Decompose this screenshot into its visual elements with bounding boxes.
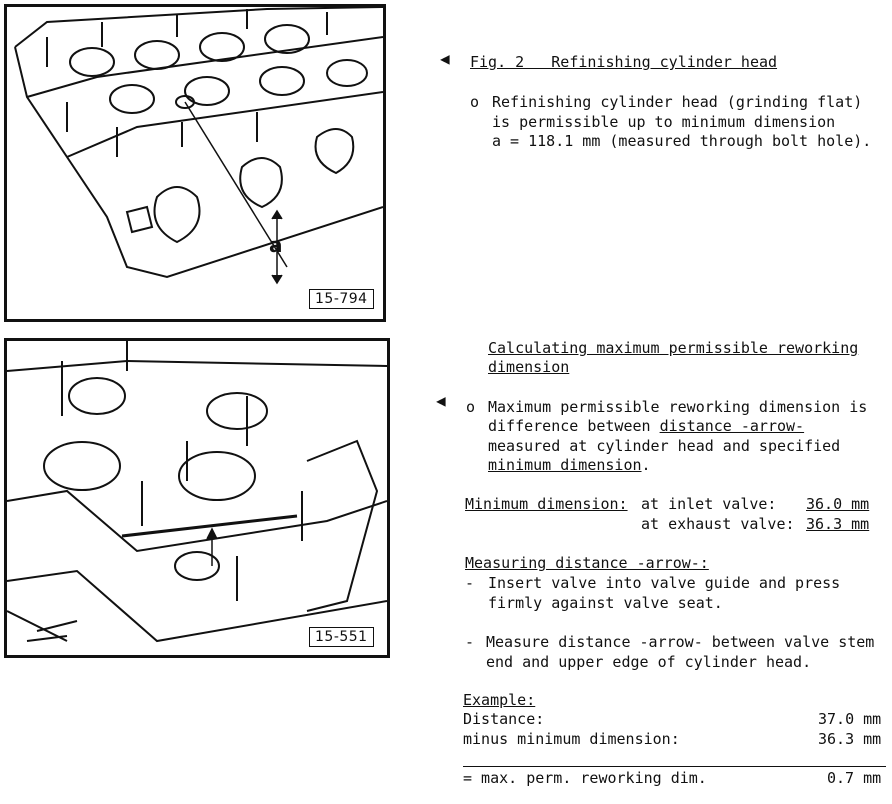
distance-value: 37.0 mm (818, 710, 882, 728)
max-note-line-4 (488, 455, 651, 475)
pointer-icon: ◀ (440, 49, 450, 68)
dash-1: - (465, 574, 475, 592)
example-heading: Example: (463, 691, 536, 709)
refinish-line-3: a = 118.1 mm (measured through bolt hole). (492, 132, 872, 150)
step1-line-1: Insert valve into valve guide and press (488, 574, 841, 592)
max-note-line-2 (488, 416, 804, 436)
min-dimension-label: Minimum dimension: (465, 495, 628, 513)
exhaust-label: at exhaust valve: (641, 515, 795, 533)
distance-arrow-term: distance -arrow- (659, 417, 805, 435)
calc-heading-line-1: Calculating maximum permissible reworking (488, 339, 859, 357)
max-note-line-3: measured at cylinder head and specified (488, 437, 841, 455)
cylinder-head-drawing-2 (7, 341, 387, 655)
max-note-line-4-end: . (641, 456, 651, 474)
cylinder-head-drawing-1 (7, 7, 383, 319)
measuring-heading: Measuring distance -arrow-: (465, 554, 709, 572)
fig2-caption: Fig. 2 Refinishing cylinder head (470, 53, 778, 71)
minimum-dimension-term: minimum dimension (488, 456, 642, 474)
refinish-line-2: is permissible up to minimum dimension (492, 113, 836, 131)
result-value: 0.7 mm (827, 769, 882, 787)
refinish-line-1: Refinishing cylinder head (grinding flat) (492, 93, 863, 111)
dimension-a-label: a (269, 233, 283, 257)
pointer-icon: ◀ (436, 391, 446, 410)
minus-label: minus minimum dimension: (463, 730, 680, 748)
max-note-line-2-text: difference between (488, 417, 660, 435)
figure-number-label: 15-794 (309, 289, 374, 309)
sum-divider (463, 766, 886, 767)
minus-value: 36.3 mm (818, 730, 882, 748)
step1-line-2: firmly against valve seat. (488, 594, 723, 612)
figure-refinishing-cylinder-head (4, 4, 386, 322)
calc-heading-line-2: dimension (488, 358, 570, 376)
max-note-line-1: Maximum permissible reworking dimension is (488, 398, 868, 416)
bullet-o: o (466, 398, 476, 416)
inlet-label: at inlet valve: (641, 495, 777, 513)
step2-line-1: Measure distance -arrow- between valve stem (486, 633, 875, 651)
inlet-value: 36.0 mm (806, 495, 870, 513)
figure-number-label: 15-551 (309, 627, 374, 647)
distance-label: Distance: (463, 710, 545, 728)
result-label: = max. perm. reworking dim. (463, 769, 707, 787)
exhaust-value: 36.3 mm (806, 515, 870, 533)
dash-2: - (465, 633, 475, 651)
bullet-o: o (470, 93, 480, 111)
figure-measuring-valve-distance (4, 338, 390, 658)
step2-line-2: end and upper edge of cylinder head. (486, 653, 812, 671)
